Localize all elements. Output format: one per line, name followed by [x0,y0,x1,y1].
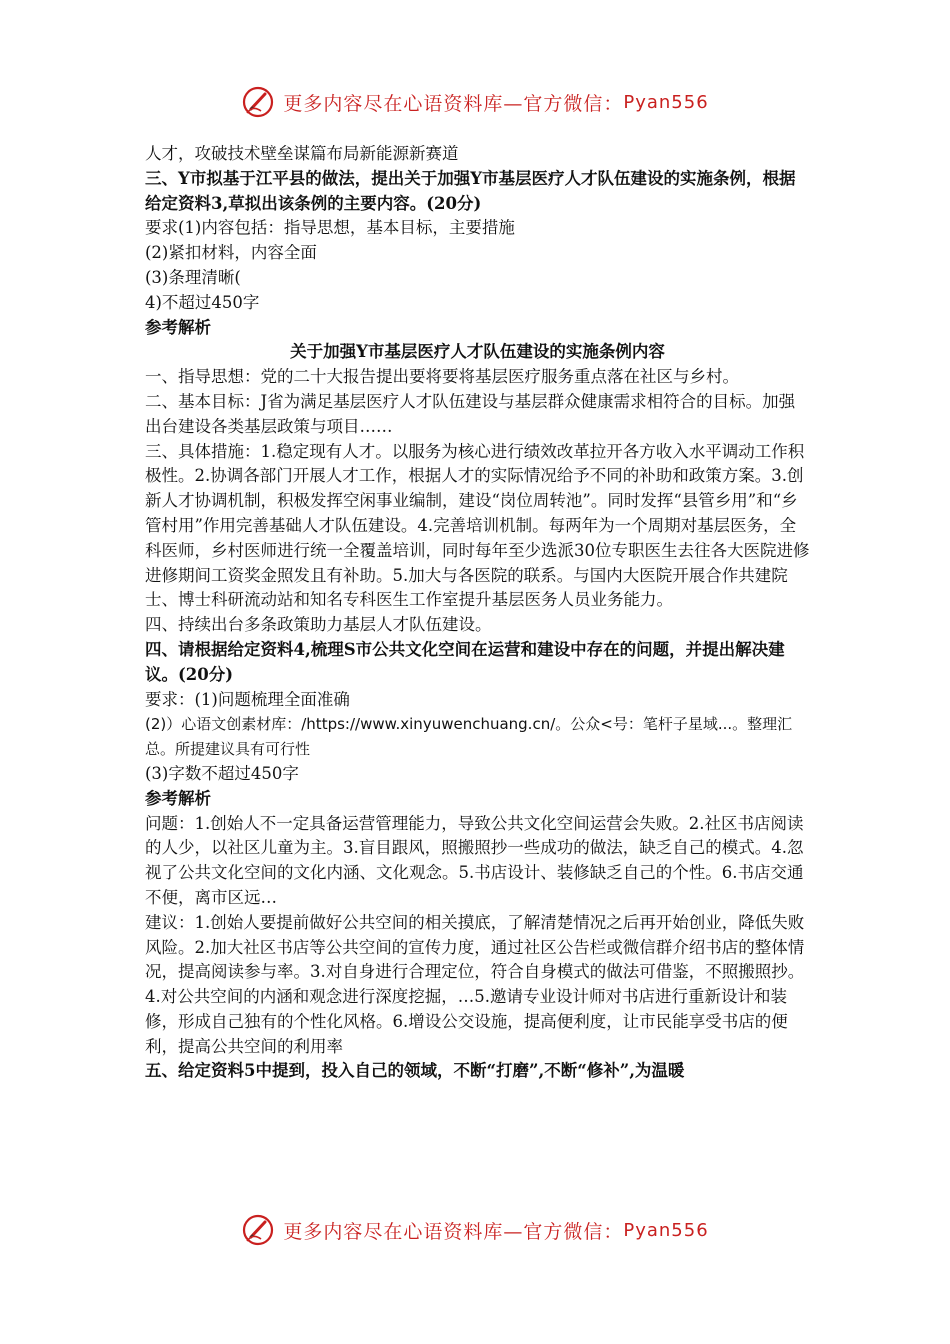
paragraph: (3)字数不超过450字 [145,763,299,783]
paragraph: (2)紧扣材料，内容全面 [145,243,317,263]
page-header-banner [0,78,950,126]
paragraph: 三、具体措施：1.稳定现有人才。以服务为核心进行绩效改革拉开各方收入水平调动工作积极性。2.协调各部门开展人才工作，根据人才的实际情况给予不同的补助和政策方案。3.创新人才协调机制，积极发挥空闲事业编制，建设“岗位周转池”。同时发挥“县管乡用”和“乡管村用”作用完善基础人才队伍建设。4.完善培训机制。每两年为一个周期对基层医务，全科医师，乡村医师进行统一全覆盖培训，同时每年至少选派30位专职医生去往各大医院进修进修期间工资奖金照发且有补助。5.加大与各医院的联系。与国内大医院开展合作共建院士、博士科研流动站和知名专科医生工作室提升基层医务人员业务能力。 [145,441,810,610]
paragraph: 人才，攻破技术壁垒谋篇布局新能源新赛道 [145,144,459,163]
paragraph: (3)条理清晰( [145,267,241,287]
paragraph: 五、给定资料5中提到，投入自己的领域，不断“打磨”,不断“修补”,为温暖 [145,1061,685,1081]
paragraph: 参考解析 [145,317,211,337]
paragraph: 关于加强Y市基层医疗人才队伍建设的实施条例内容 [290,342,665,362]
paragraph: 四、持续出台多条政策助力基层人才队伍建设。 [145,615,492,635]
paragraph: 二、基本目标：J省为满足基层医疗人才队伍建设与基层群众健康需求相符合的目标。加强出台建设各类基层政策与项目…… [145,391,796,436]
document-body [145,142,810,1084]
paragraph: 四、请根据给定资料4,梳理S市公共文化空间在运营和建设中存在的问题，并提出解决建议。(20分) [145,639,785,684]
paragraph: 建议：1.创始人要提前做好公共空间的相关摸底，了解清楚情况之后再开始创业，降低失败风险。2.加大社区书店等公共空间的宣传力度，通过社区公告栏或微信群介绍书店的整体情况，提高阅读参与率。3.对自身进行合理定位，符合自身模式的做法可借鉴，不照搬照抄。4.对公共空间的内涵和观念进行深度挖掘，…5.邀请专业设计师对书店进行重新设计和装修，形成自己独有的个性化风格。6.增设公交设施，提高便利度，让市民能享受书店的便利，提高公共空间的利用率 [145,912,805,1056]
wechat-id: Pyan556 [623,1219,709,1241]
paragraph: 4)不超过450字 [145,292,260,312]
banner-text: 更多内容尽在心语资料库—官方微信： [283,1220,624,1243]
paragraph: 参考解析 [145,788,211,808]
banner-text: 更多内容尽在心语资料库—官方微信： [283,92,624,115]
paragraph: 问题：1.创始人不一定具备运营管理能力，导致公共文化空间运营会失败。2.社区书店阅读的人少，以社区儿童为主。3.盲目跟风，照搬照抄一些成功的做法，缺乏自己的模式。4.忽视了公共文化空间的文化内涵、文化观念。5.书店设计、装修缺乏自己的个性。6.书店交通不便，离市区远… [145,813,804,907]
paragraph: 一、指导思想：党的二十大报告提出要将要将基层医疗服务重点落在社区与乡村。 [145,367,739,387]
banner [241,1213,708,1247]
paragraph: 三、Y市拟基于江平县的做法，提出关于加强Y市基层医疗人才队伍建设的实施条例，根据给定资料3,草拟出该条例的主要内容。(20分) [145,168,796,213]
page-footer-banner [0,1206,950,1254]
pen-logo-icon [241,85,275,119]
paragraph: (2)）心语文创素材库：/https://www.xinyuwenchuang.cn/。公众<号：笔杆子星域...。整理汇总。所提建议具有可行性 [145,715,793,759]
paragraph: 要求：(1)问题梳理全面准确 [145,689,350,709]
wechat-id: Pyan556 [623,91,709,113]
paragraph: 要求(1)内容包括：指导思想，基本目标，主要措施 [145,218,515,238]
banner [241,85,708,119]
pen-logo-icon [241,1213,275,1247]
